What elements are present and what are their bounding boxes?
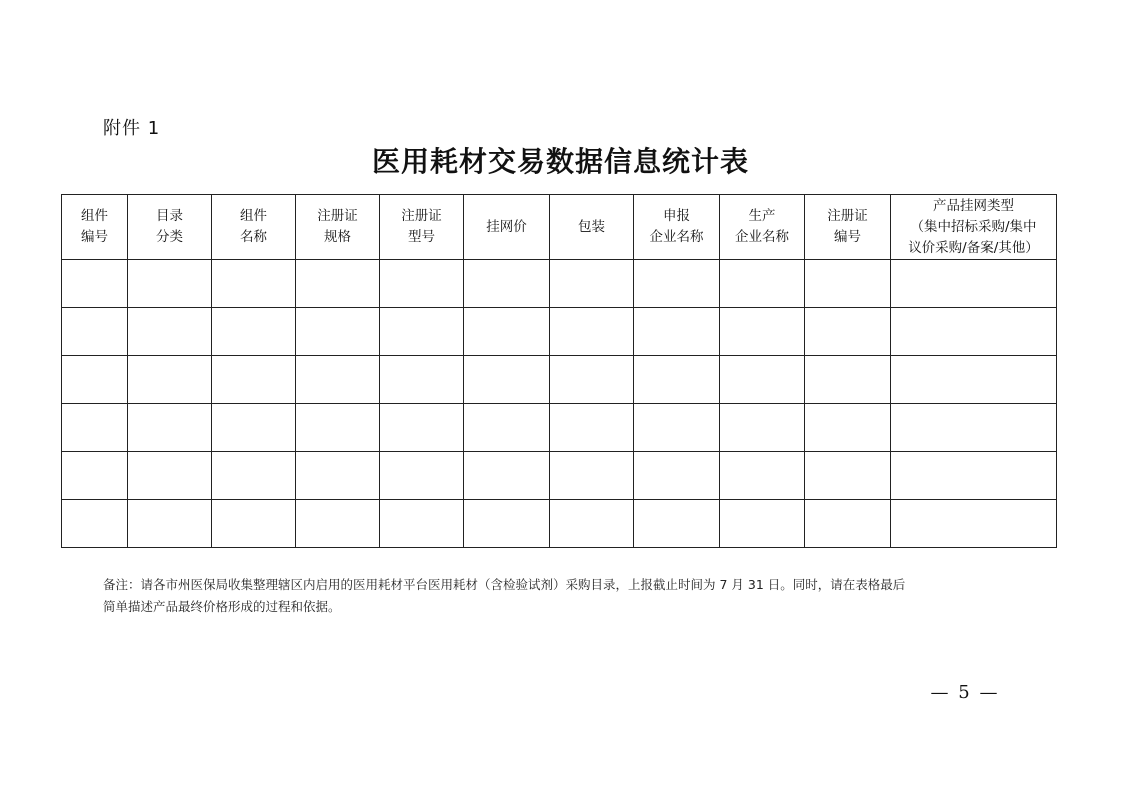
table-cell xyxy=(550,260,634,308)
table-cell xyxy=(62,308,128,356)
note-line: 备注：请各市州医保局收集整理辖区内启用的医用耗材平台医用耗材（含检验试剂）采购目录，上报截止时间为 7 月 31 日。同时，请在表格最后 xyxy=(103,577,906,592)
table-cell xyxy=(62,260,128,308)
table-cell xyxy=(380,308,464,356)
table-body xyxy=(62,260,1057,548)
table-cell xyxy=(634,500,720,548)
table-cell xyxy=(464,404,550,452)
column-header-manufacturer xyxy=(720,195,805,260)
table-cell xyxy=(891,260,1057,308)
table-cell xyxy=(805,356,891,404)
table-cell xyxy=(464,356,550,404)
table-row xyxy=(62,404,1057,452)
table-cell xyxy=(380,260,464,308)
table-cell xyxy=(720,404,805,452)
column-header-registration-model xyxy=(380,195,464,260)
table-cell xyxy=(720,356,805,404)
header-text: 申报 xyxy=(663,208,690,224)
table-cell xyxy=(720,500,805,548)
table-cell xyxy=(805,500,891,548)
table-cell xyxy=(128,404,212,452)
table-cell xyxy=(550,452,634,500)
table-cell xyxy=(464,308,550,356)
column-header-packaging xyxy=(550,195,634,260)
column-header-component-name xyxy=(212,195,296,260)
table-cell xyxy=(805,452,891,500)
table-cell xyxy=(212,308,296,356)
table-cell xyxy=(128,500,212,548)
table-cell xyxy=(128,308,212,356)
table-cell xyxy=(464,500,550,548)
header-text: 规格 xyxy=(324,229,351,245)
table-cell xyxy=(550,500,634,548)
table-cell xyxy=(550,404,634,452)
column-header-listed-price xyxy=(464,195,550,260)
table-cell xyxy=(380,356,464,404)
table-cell xyxy=(128,452,212,500)
table-header-row xyxy=(62,195,1057,260)
header-text: 注册证 xyxy=(401,208,442,224)
table-cell xyxy=(296,260,380,308)
table-cell xyxy=(296,404,380,452)
table-row xyxy=(62,356,1057,404)
header-text: 组件 xyxy=(81,208,108,224)
table-cell xyxy=(891,404,1057,452)
header-text: 注册证 xyxy=(317,208,358,224)
attachment-label: 附件 1 xyxy=(103,118,161,139)
table-cell xyxy=(296,452,380,500)
header-text: 议价采购/备案/其他） xyxy=(908,239,1039,256)
table-cell xyxy=(720,308,805,356)
table-cell xyxy=(380,404,464,452)
page-title: 医用耗材交易数据信息统计表 xyxy=(371,145,749,178)
column-header-registration-number xyxy=(805,195,891,260)
table-cell xyxy=(296,500,380,548)
table-cell xyxy=(62,404,128,452)
table-cell xyxy=(891,356,1057,404)
table-cell xyxy=(720,452,805,500)
table-cell xyxy=(464,260,550,308)
table-cell xyxy=(380,452,464,500)
header-text: 名称 xyxy=(240,229,267,245)
table-row xyxy=(62,500,1057,548)
header-text: 型号 xyxy=(408,229,435,245)
table-cell xyxy=(128,356,212,404)
table-cell xyxy=(634,356,720,404)
table-cell xyxy=(550,356,634,404)
header-text: 注册证 xyxy=(827,208,868,224)
column-header-registration-spec xyxy=(296,195,380,260)
table-cell xyxy=(212,500,296,548)
header-text: 编号 xyxy=(81,229,108,245)
table-row xyxy=(62,452,1057,500)
table-cell xyxy=(212,356,296,404)
header-text: 目录 xyxy=(156,208,183,224)
table-cell xyxy=(212,260,296,308)
table-cell xyxy=(550,308,634,356)
header-text: 企业名称 xyxy=(735,229,789,245)
column-header-catalog-category xyxy=(128,195,212,260)
table-cell xyxy=(296,356,380,404)
table-cell xyxy=(62,452,128,500)
table-cell xyxy=(805,308,891,356)
column-header-component-number xyxy=(62,195,128,260)
column-header-declaring-company xyxy=(634,195,720,260)
page-number: — 5 — xyxy=(930,682,1000,703)
header-text: 企业名称 xyxy=(649,229,704,245)
table-row xyxy=(62,308,1057,356)
header-text: 分类 xyxy=(156,229,183,245)
table-row xyxy=(62,260,1057,308)
header-text: （集中招标采购/集中 xyxy=(910,218,1037,235)
remarks-note xyxy=(103,574,1023,618)
table-cell xyxy=(891,500,1057,548)
table-cell xyxy=(891,452,1057,500)
table-cell xyxy=(62,500,128,548)
table-cell xyxy=(62,356,128,404)
header-text: 生产 xyxy=(748,208,776,224)
table-cell xyxy=(128,260,212,308)
header-text: 组件 xyxy=(240,208,267,224)
table-cell xyxy=(212,452,296,500)
table-cell xyxy=(891,308,1057,356)
column-header-listing-type xyxy=(891,195,1057,260)
header-text: 编号 xyxy=(834,229,861,245)
note-line: 简单描述产品最终价格形成的过程和依据。 xyxy=(103,599,341,614)
header-text: 产品挂网类型 xyxy=(933,197,1014,214)
table-cell xyxy=(805,404,891,452)
statistics-table xyxy=(61,194,1057,548)
table-cell xyxy=(296,308,380,356)
table-cell xyxy=(634,308,720,356)
table-cell xyxy=(634,452,720,500)
header-text: 挂网价 xyxy=(486,218,527,235)
table-cell xyxy=(634,260,720,308)
table-cell xyxy=(212,404,296,452)
table-cell xyxy=(720,260,805,308)
table-cell xyxy=(805,260,891,308)
header-text: 包装 xyxy=(578,218,605,235)
table-cell xyxy=(634,404,720,452)
table-cell xyxy=(464,452,550,500)
table-cell xyxy=(380,500,464,548)
